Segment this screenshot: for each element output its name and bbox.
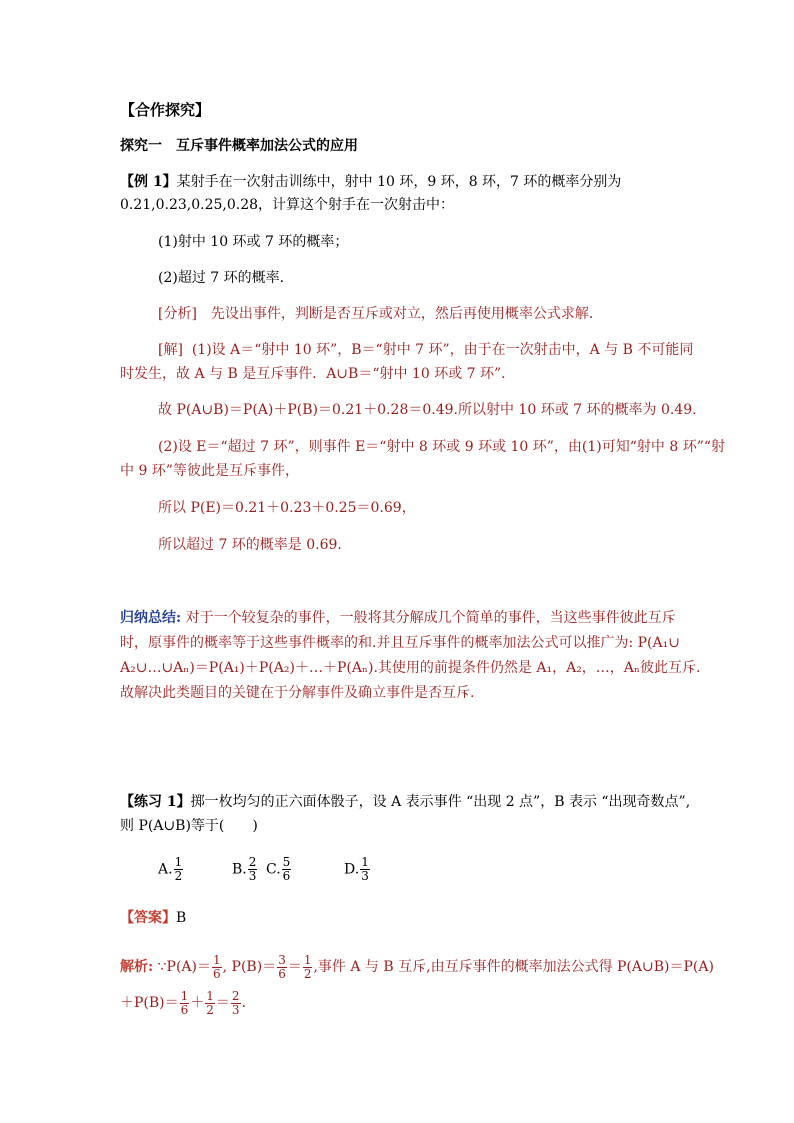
summary-line-3: A₂∪…∪Aₙ)＝P(A₁)＋P(A₂)＋…＋P(Aₙ).其使用的前提条件仍然是 A₁，A₂，…，Aₙ彼此互斥.	[120, 660, 701, 676]
question-2: (2)超过 7 环的概率．	[158, 270, 294, 286]
summary-text-1: 对于一个较复杂的事件，一般将其分解成几个简单的事件，当这些事件彼此互斥	[185, 610, 676, 626]
question-1: (1)射中 10 环或 7 环的概率；	[158, 234, 349, 250]
explanation-text-2: , P(B)＝	[222, 959, 277, 975]
exercise-line-2: 则 P(A∪B)等于( )	[120, 818, 258, 834]
answer-value: B	[176, 910, 187, 926]
explanation-text-3: ＝	[287, 959, 302, 975]
explanation-line-1	[120, 952, 714, 982]
example-line-1	[120, 172, 621, 192]
explanation-text-6: ＋	[190, 995, 205, 1011]
explanation-text-8: .	[241, 995, 247, 1011]
solution-line-7: 所以超过 7 环的概率是 0.69.	[158, 537, 342, 553]
solution-text-1: (1)设 A＝“射中 10 环”，B＝“射中 7 环”，由于在一次射击中，A 与 B 不可能同	[191, 342, 694, 358]
explanation-text-4: ,事件 A 与 B 互斥,由互斥事件的概率加法公式得 P(A∪B)＝P(A)	[313, 959, 714, 975]
explanation-fraction-4: $\frac{1}{6}$	[180, 988, 189, 1017]
solution-line-5: 中 9 环”等彼此是互斥事件，	[120, 463, 299, 479]
option-b-label: B.	[232, 861, 247, 878]
explanation-fraction-3: $\frac{1}{2}$	[303, 952, 312, 981]
example-tag: 【例 1】	[120, 174, 177, 190]
section-title: 探究一 互斥事件概率加法公式的应用	[120, 138, 358, 154]
option-c-label: C.	[266, 861, 281, 878]
option-b	[232, 856, 258, 890]
explanation-text-5: ＋P(B)＝	[120, 995, 179, 1011]
exercise-text-1: 掷一枚均匀的正六面体骰子，设 A 表示事件 “出现 2 点”，B 表示 “出现奇数点”,	[190, 794, 691, 810]
analysis: [分析] 先设出事件，判断是否互斥或对立，然后再使用概率公式求解．	[158, 306, 603, 322]
solution-tag: [解]	[158, 342, 183, 358]
option-d-fraction: $\frac{1}{3}$	[361, 855, 369, 883]
exercise-line-1	[120, 792, 690, 812]
option-d-label: D.	[344, 861, 360, 878]
answer-tag: 【答案】	[120, 910, 176, 926]
option-b-fraction: $\frac{2}{3}$	[248, 855, 257, 883]
summary-line-1	[120, 608, 676, 628]
solution-line-1	[158, 340, 693, 360]
explanation-text-7: ＝	[215, 995, 230, 1011]
explanation-line-2	[120, 988, 246, 1018]
solution-line-2: 时发生，故 A 与 B 是互斥事件．A∪B＝“射中 10 环或 7 环”．	[120, 366, 516, 382]
example-text-1: 某射手在一次射击训练中，射中 10 环，9 环，8 环，7 环的概率分别为	[176, 174, 622, 190]
option-c-fraction: $\frac{5}{6}$	[282, 855, 291, 883]
solution-line-6: 所以 P(E)＝0.21＋0.23＋0.25＝0.69，	[158, 500, 416, 516]
option-a-fraction: $\frac{1}{2}$	[174, 855, 183, 883]
explanation-tag: 解析:	[120, 959, 154, 975]
explanation-fraction-1: $\frac{1}{6}$	[213, 952, 221, 981]
summary-line-4: 故解决此类题目的关键在于分解事件及确立事件是否互斥.	[120, 685, 475, 701]
solution-line-3: 故 P(A∪B)＝P(A)＋P(B)＝0.21＋0.28＝0.49.所以射中 10 环或 7 环的概率为 0.49.	[158, 402, 697, 418]
summary-tag: 归纳总结:	[120, 610, 182, 626]
explanation-fraction-2: $\frac{3}{6}$	[278, 952, 286, 981]
option-a	[158, 856, 184, 890]
example-line-2: 0.21,0.23,0.25,0.28，计算这个射手在一次射击中：	[120, 197, 455, 213]
option-d	[344, 856, 371, 890]
option-a-label: A.	[158, 861, 173, 878]
answer-line	[120, 908, 186, 928]
explanation-fraction-5: $\frac{1}{2}$	[206, 988, 214, 1017]
summary-line-2: 时，原事件的概率等于这些事件概率的和.并且互斥事件的概率加法公式可以推广为: P(A₁∪	[120, 635, 680, 651]
explanation-fraction-6: $\frac{2}{3}$	[231, 988, 240, 1017]
explanation-text-1: ∵P(A)＝	[157, 959, 211, 975]
heading: 【合作探究】	[120, 101, 211, 119]
exercise-tag: 【练习 1】	[120, 794, 191, 810]
option-c	[266, 856, 292, 890]
solution-line-4: (2)设 E＝“超过 7 环”，则事件 E＝“射中 8 环或 9 环或 10 环”，由(1)可知“射中 8 环”“射	[158, 439, 726, 455]
